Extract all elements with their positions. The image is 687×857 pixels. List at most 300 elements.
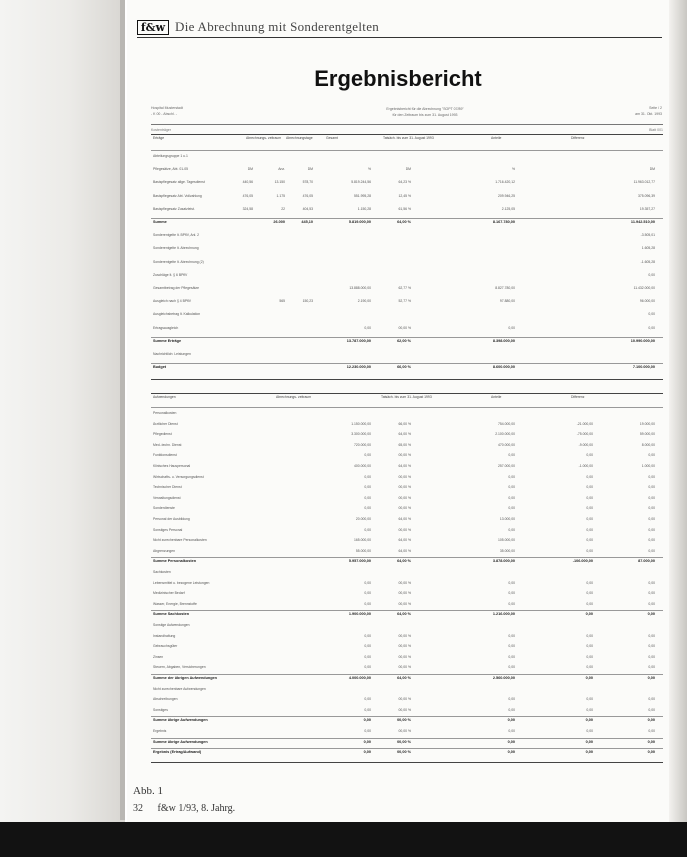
row-label: Steuern, Abgaben, Versicherungen [153, 665, 206, 670]
table-row [151, 421, 663, 427]
table-cell: 209.946,25 [498, 193, 515, 198]
journal-logo: f&w [137, 20, 169, 35]
table-cell: 0,00 [508, 633, 515, 638]
meta-right-line: am 31. Okt. 1993 [635, 112, 662, 116]
table-cell: 400.000,00 [354, 464, 371, 468]
table-cell: 66,00 % [397, 365, 411, 370]
table-cell: 2.125,05 [501, 206, 515, 211]
header-rule [151, 407, 663, 408]
table-cell: 2.560.000,00 [492, 676, 515, 680]
table-bottom-rule [151, 379, 663, 380]
table-cell: 0,00 [586, 495, 593, 500]
binding-edge [120, 0, 125, 820]
row-label: Gebrauchsgüter [153, 644, 178, 649]
table-cell: 00,00 % [398, 325, 411, 330]
table-cell: 22 [281, 206, 285, 211]
row-rule [151, 557, 663, 558]
table-cell: 55.000,00 [355, 548, 371, 553]
table-cell: 3.300.000,00 [351, 432, 371, 437]
table-cell: 0,00 [648, 325, 655, 330]
table-row [151, 664, 663, 670]
table-cell: 0,00 [508, 729, 515, 733]
table-cell: 105.000,00 [498, 538, 515, 543]
meta-left-line: - K 00 - Abschl. - [151, 112, 177, 116]
table-cell: -1.605,28 [640, 259, 655, 264]
meta-right [607, 105, 662, 117]
table-cell: 0,00 [585, 676, 593, 680]
table-cell: 8.000,00 [641, 442, 655, 447]
table-row [151, 580, 663, 586]
column-header: Abrechnungs- zeitraum [276, 395, 312, 399]
table-cell: 0,00 [364, 601, 371, 606]
row-label: Basispflegesatz Abt. Vollzahlung [153, 193, 202, 198]
table-cell: 0,00 [648, 474, 655, 479]
table-cell: 1.150,28 [357, 206, 371, 211]
table-cell: 10.990.000,00 [630, 338, 655, 343]
table-row [151, 707, 663, 713]
meta-center-line: Ergebnisbericht für die Abrechnung "SOPT 07/89" [386, 107, 464, 111]
table-cell: 64,00 % [397, 559, 411, 564]
table-cell: 1.716.420,12 [495, 180, 515, 185]
table-cell: 0,00 [364, 474, 371, 479]
table-cell: 00,00 % [397, 739, 411, 744]
table-cell: 13.150 [274, 180, 285, 185]
row-rule [151, 610, 663, 611]
table-cell: 3.878.000,00 [492, 559, 515, 564]
table-cell: 0,00 [363, 739, 371, 744]
table-row [151, 219, 663, 225]
table-cell: 2.100.000,00 [495, 432, 515, 437]
table-cell: 20.000,00 [355, 517, 371, 521]
table-cell: 0,00 [648, 707, 655, 712]
table-cell: 5.819.244,56 [351, 180, 371, 185]
table-row [151, 558, 663, 564]
table-cell: 0,00 [508, 644, 515, 649]
table-cell: 64,00 % [398, 548, 411, 553]
table-cell: 11.432.000,00 [633, 286, 655, 290]
table-row [151, 516, 663, 522]
table-cell: 0,00 [648, 697, 655, 702]
table-cell: 64,23 % [398, 180, 411, 185]
table-cell: 00,00 % [398, 697, 411, 702]
table-cell: -1.000,00 [578, 464, 593, 468]
table-bottom-rule [151, 762, 663, 763]
table-cell: 470.000,00 [498, 442, 515, 447]
table-row [151, 232, 663, 238]
table-cell: 0,00 [364, 495, 371, 500]
table-cell: 0,00 [508, 485, 515, 490]
row-label: Basispflegesatz Zusatzleist. [153, 206, 195, 211]
column-header: Anteile [491, 136, 502, 140]
table-cell: 404,53 [302, 206, 313, 211]
table-cell: 00,00 % [398, 474, 411, 479]
table-cell: 0,00 [648, 548, 655, 553]
table-cell: 13.000,00 [499, 517, 515, 521]
table-row [151, 285, 663, 291]
column-header: Tatsäch. bis zum 31. August 1993 [383, 136, 434, 140]
table-cell: 1.900.000,00 [348, 612, 371, 617]
table-row [151, 338, 663, 344]
table-cell: -3.505,01 [640, 233, 655, 238]
table-cell: 0,00 [586, 633, 593, 638]
table-cell: 64,00 % [398, 464, 411, 468]
table-row [151, 206, 663, 212]
table-cell: 87.000,00 [638, 559, 655, 564]
table-cell: 11.942.510,00 [630, 220, 655, 224]
table-cell: 0,00 [364, 527, 371, 532]
table-cell: 4.000.000,00 [348, 676, 371, 680]
table-cell: 0,00 [507, 750, 515, 755]
row-label: Personal der Ausbildung [153, 517, 190, 521]
row-rule [151, 738, 663, 739]
table-row [151, 590, 663, 596]
table-cell: 00,00 % [398, 654, 411, 659]
table-cell: 0,00 [364, 591, 371, 596]
table-cell: 476,05 [302, 193, 313, 198]
book-binding [0, 0, 125, 857]
table-cell: 0,00 [508, 474, 515, 479]
header-rule [137, 37, 662, 38]
column-header: Gesamt [326, 136, 338, 140]
table-cell: 19.357,27 [639, 206, 655, 211]
table-row [151, 696, 663, 702]
report-title: Ergebnisbericht [314, 66, 482, 91]
table-cell: 375.096,39 [638, 193, 655, 198]
row-label: Budget [153, 365, 167, 370]
table-cell: 257.000,00 [498, 464, 515, 468]
table-cell: 0,00 [586, 527, 593, 532]
row-label: Ausgleichsbetrag lt. Kalkulation [153, 312, 201, 317]
table-cell: 0,00 [648, 644, 655, 649]
row-rule [151, 674, 663, 675]
row-label: Summe Sachkosten [153, 612, 190, 617]
row-label: Funktionsdienst [153, 453, 177, 458]
table-cell: 0,00 [364, 506, 371, 511]
table-cell: 0,00 [648, 633, 655, 638]
row-rule [151, 716, 663, 717]
row-rule [151, 218, 663, 219]
table-cell: 0,00 [648, 272, 655, 277]
table-cell: -9.000,00 [578, 442, 593, 447]
table-cell: DM [405, 167, 411, 172]
table-cell: 61,56 % [398, 206, 411, 211]
row-label: Sonstiges [153, 707, 168, 712]
table-row [151, 245, 663, 251]
table-cell: 64,00 % [398, 538, 411, 543]
row-label: Summe Erträge [153, 338, 182, 343]
meta-sub-right: Blatt 001 [649, 128, 663, 132]
table-cell: 0,00 [508, 527, 515, 532]
journal-issue: f&w 1/93, 8. Jahrg. [157, 803, 236, 814]
table-row [151, 739, 663, 745]
table-row [151, 505, 663, 511]
table-cell: 0,00 [647, 718, 655, 723]
meta-right-line: Seite / 2 [649, 106, 662, 110]
table-row [151, 643, 663, 649]
table-cell: 00,00 % [398, 665, 411, 670]
table-cell: 0,00 [648, 729, 655, 733]
table-cell: 11.963.012,77 [633, 180, 655, 185]
table-row [151, 717, 663, 723]
column-header: Differenz [571, 136, 585, 140]
table-cell: 0,00 [364, 644, 371, 649]
meta-sub-left: Kostenträger [151, 128, 172, 132]
table-cell: 0,00 [508, 665, 515, 670]
table-cell: 00,00 % [398, 601, 411, 606]
table-cell: 0,00 [364, 665, 371, 670]
header-rule [151, 150, 663, 151]
table-cell: 64,00 % [397, 676, 411, 680]
table-top-rule [151, 393, 663, 394]
table-cell: 5.957.000,00 [348, 559, 371, 564]
table-row [151, 654, 663, 660]
table-cell: 8.600.000,00 [492, 365, 515, 370]
table-cell: 0,00 [586, 453, 593, 458]
table-cell: 0,00 [586, 654, 593, 659]
table-cell: 0,00 [648, 591, 655, 596]
row-label: Abteilungsgruppe 1 u.1 [153, 154, 188, 158]
table-cell: 0,00 [508, 591, 515, 596]
table-cell: 0,00 [648, 538, 655, 543]
table-cell: 0,00 [364, 697, 371, 702]
row-rule [151, 748, 663, 749]
table-cell: 0,00 [648, 580, 655, 585]
table-cell: 0,00 [363, 750, 371, 755]
column-header: Erträge [153, 136, 165, 140]
table-cell: 0,00 [364, 633, 371, 638]
table-cell: 1.150.000,00 [351, 421, 371, 426]
table-cell: 2.190,00 [357, 299, 371, 304]
table-cell: 00,00 % [398, 707, 411, 712]
table-cell: 0,00 [363, 718, 371, 723]
page-edge-shadow [669, 0, 687, 857]
table-cell: 59.000,00 [639, 432, 655, 437]
column-header: Aufwendungen [153, 395, 176, 399]
table-cell: 35.000,00 [499, 548, 515, 553]
page-number: 32 [133, 803, 143, 814]
row-rule [151, 337, 663, 338]
table-cell: 0,00 [586, 697, 593, 702]
table-cell: 12.230.000,00 [346, 365, 371, 370]
table-row [151, 495, 663, 501]
column-header: Differenz [571, 395, 585, 399]
table-cell: 476,05 [242, 193, 253, 198]
table-row [151, 474, 663, 480]
table-cell: 64,00 % [397, 220, 411, 224]
table-cell: 0,00 [586, 548, 593, 553]
table-cell: 0,00 [585, 718, 593, 723]
table-row [151, 166, 663, 172]
table-row [151, 749, 663, 755]
table-cell: 00,00 % [398, 580, 411, 585]
table-cell: 0,00 [647, 739, 655, 744]
table-cell: 00,00 % [398, 485, 411, 490]
table-row [151, 364, 663, 370]
table-cell: 65,00 % [398, 442, 411, 447]
table-cell: 0,00 [508, 506, 515, 511]
table-cell: % [367, 167, 371, 172]
table-cell: 00,00 % [398, 453, 411, 458]
row-label: Sonderentgelte lt. BPflV, Anl. 2 [153, 233, 200, 238]
table-cell: 0,00 [647, 676, 655, 680]
header-title: Die Abrechnung mit Sonderentgelten [175, 19, 380, 34]
table-cell: 720.000,00 [354, 442, 371, 447]
table-cell: 0,00 [647, 612, 655, 617]
table-cell: 0,00 [508, 325, 515, 330]
table-cell: 19.000,00 [639, 421, 655, 426]
table-cell: 754.000,00 [498, 421, 515, 426]
row-label: Zuschläge lt. § 6 BPflV [153, 272, 188, 277]
table-cell: 0,00 [586, 665, 593, 670]
table-top-rule [151, 134, 663, 135]
table-row [151, 351, 663, 357]
table-cell: DM [307, 167, 313, 172]
page-footer [133, 803, 235, 814]
table-row [151, 272, 663, 278]
meta-rule [151, 124, 663, 125]
row-label: Ausgleich nach § 4 BPflV [153, 299, 192, 304]
table-cell: 00,00 % [397, 718, 411, 723]
row-label: Klinisches Hauspersonal [153, 464, 191, 468]
row-label: Summe Personalkosten [153, 559, 197, 564]
table-cell: 0,00 [648, 485, 655, 490]
column-header: Abrechnungstage [286, 136, 313, 140]
table-cell: 0,00 [364, 654, 371, 659]
table-cell: 0,00 [364, 707, 371, 712]
row-label: Nicht zurechenbare Personalkosten [153, 538, 207, 543]
row-label: Wasser, Energie, Brennstoffe [153, 601, 197, 606]
row-label: Lebensmittel u. bezogene Leistungen [153, 580, 210, 585]
table-cell: 0,00 [647, 750, 655, 755]
table-row [151, 153, 663, 159]
table-row [151, 537, 663, 543]
table-cell: 0,00 [586, 580, 593, 585]
table-cell: 0,00 [586, 506, 593, 511]
row-label: Ergebnis [153, 729, 167, 733]
table-row [151, 633, 663, 639]
row-label: Pflegesätze, Abt. 01-05 [153, 167, 189, 172]
scan-border [0, 822, 687, 857]
table-cell: 565 [279, 299, 285, 304]
table-cell: 0,00 [508, 654, 515, 659]
table-cell: 12,45 % [398, 193, 411, 198]
table-cell: 0,00 [585, 750, 593, 755]
table-cell: 0,00 [648, 517, 655, 521]
table-cell: -75.000,00 [576, 432, 593, 437]
running-header [137, 18, 379, 36]
table-cell: 0,00 [648, 312, 655, 317]
table-cell: -106.000,00 [572, 559, 593, 564]
table-cell: 0,00 [507, 739, 515, 744]
row-label: Ärztlicher Dienst [153, 421, 178, 426]
table-cell: 0,00 [507, 718, 515, 723]
row-label: Instandhaltung [153, 633, 176, 638]
document-page [127, 0, 669, 822]
table-cell: 0,00 [586, 729, 593, 733]
table-cell: 0,00 [364, 729, 371, 733]
table-cell: 0,00 [586, 517, 593, 521]
table-cell: 1.605,28 [641, 246, 655, 251]
row-label: Basispflegesatz allge. Tagesdienst [153, 180, 205, 185]
table-cell: 97.880,00 [499, 299, 515, 304]
row-label: Nachrichtlich: Leistungen [153, 352, 191, 356]
row-label: Sonderentgelte lt. Abrechnung [153, 246, 199, 251]
row-label: Zinsen [153, 654, 164, 659]
table-cell: 440,56 [242, 180, 253, 185]
table-cell: 0,00 [586, 591, 593, 596]
table-cell: 00,00 % [398, 591, 411, 596]
table-cell: 1.000,00 [641, 464, 655, 468]
table-cell: 52,77 % [398, 299, 411, 304]
table-cell: 8.827.780,00 [495, 286, 515, 290]
row-label: Sonderdienste [153, 506, 175, 511]
table-cell: 0,00 [508, 707, 515, 712]
table-cell: 0,00 [585, 739, 593, 744]
row-label: Nicht zurechenbare Aufwendungen [153, 686, 206, 691]
table-row [151, 675, 663, 681]
table-cell: 62,00 % [397, 338, 411, 343]
table-cell: 0,00 [585, 612, 593, 617]
table-cell: 0,00 [648, 453, 655, 458]
table-cell: 00,00 % [398, 729, 411, 733]
row-rule [151, 363, 663, 364]
table-cell: 0,00 [508, 697, 515, 702]
row-label: Technischer Dienst [153, 485, 182, 490]
table-cell: 8.167.780,00 [492, 220, 515, 224]
table-row [151, 463, 663, 469]
row-label: Gesamtbetrag der Pflegesätze [153, 286, 199, 290]
table-cell: 62,77 % [398, 286, 411, 290]
table-cell: 165.000,00 [354, 538, 371, 543]
meta-left [151, 105, 183, 117]
table-cell: 0,00 [364, 325, 371, 330]
table-row [151, 569, 663, 575]
table-cell: 0,00 [508, 580, 515, 585]
table-cell: 26.000 [273, 220, 285, 224]
table-row [151, 311, 663, 317]
row-label: Ertragsausgleich [153, 325, 179, 330]
table-cell: 00,00 % [398, 506, 411, 511]
table-row [151, 548, 663, 554]
table-cell: % [511, 167, 515, 172]
table-row [151, 728, 663, 734]
meta-center [345, 106, 505, 118]
table-cell: 7.100.000,00 [632, 365, 655, 370]
row-label: Wirtschafts- u. Versorgungsdienst [153, 474, 204, 479]
row-label: Sonderentgelte lt. Abrechnung (2) [153, 259, 204, 264]
table-row [151, 484, 663, 490]
table-cell: DM [247, 167, 253, 172]
table-cell: 0,00 [364, 485, 371, 490]
table-cell: DM [649, 167, 655, 172]
table-cell: 64,00 % [398, 517, 411, 521]
table-row [151, 259, 663, 265]
row-label: Medizinischer Bedarf [153, 591, 185, 596]
table-cell: 0,00 [648, 495, 655, 500]
row-label: Summe übrige Aufwendungen [153, 718, 208, 723]
row-label: Ergebnis (Ertrag/Aufwand) [153, 750, 202, 755]
row-label: Sonstiges Personal [153, 527, 183, 532]
row-label: Sonstige Aufwendungen [153, 623, 190, 627]
table-cell: Anz. [278, 167, 285, 172]
table-cell: 13.787.000,00 [346, 338, 371, 343]
row-label: Pflegedienst [153, 432, 172, 437]
column-header: Abrechnungs- zeitraum [246, 136, 282, 140]
table-cell: 0,00 [508, 601, 515, 606]
meta-left-line: Hospital Musterstadt [151, 106, 183, 110]
table-cell: 324,58 [242, 206, 253, 211]
row-label: Sachkosten [153, 570, 171, 574]
